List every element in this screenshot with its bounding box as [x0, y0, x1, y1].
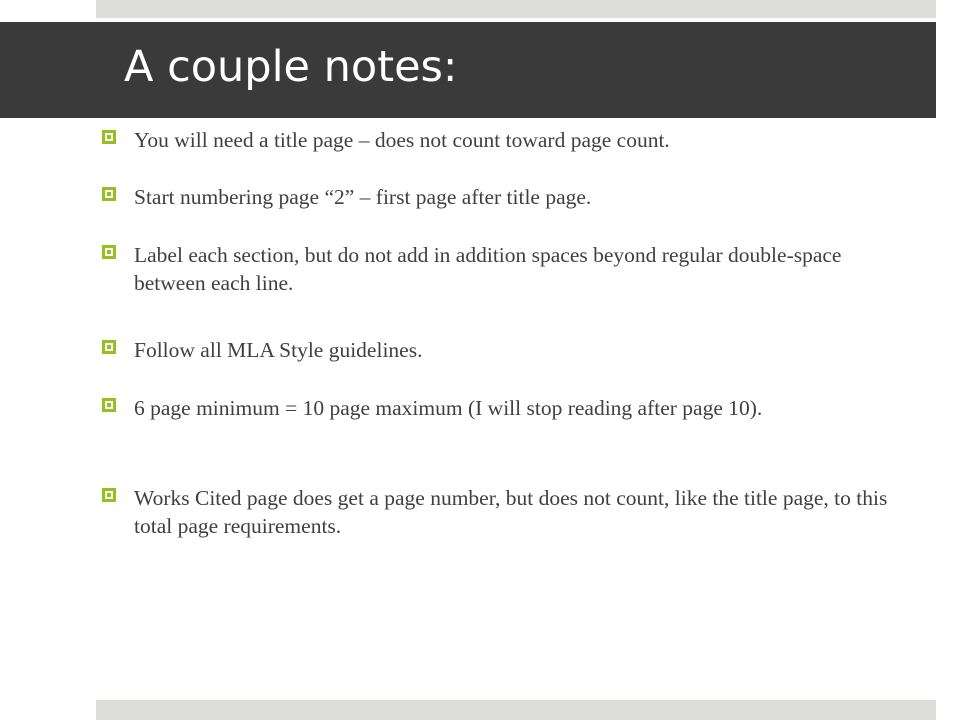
square-bullet-icon [102, 398, 116, 412]
title-band [0, 22, 936, 118]
bullet-item [102, 336, 892, 364]
bullet-text: Start numbering page “2” – first page after title page. [134, 185, 592, 209]
square-bullet-icon [102, 130, 116, 144]
bullet-text: Follow all MLA Style guidelines. [134, 338, 423, 362]
square-bullet-icon [102, 488, 116, 502]
bullet-item [102, 484, 892, 540]
square-bullet-icon [102, 340, 116, 354]
square-bullet-icon [102, 245, 116, 259]
bullet-text: You will need a title page – does not count toward page count. [134, 128, 670, 152]
bullet-item [102, 183, 892, 211]
bullet-text: 6 page minimum = 10 page maximum (I will stop reading after page 10). [134, 396, 763, 420]
bullet-item [102, 394, 892, 422]
slide-title: A couple notes: [124, 42, 458, 92]
bullet-text: Label each section, but do not add in addition spaces beyond regular double-space between each line. [134, 243, 842, 295]
square-bullet-icon [102, 187, 116, 201]
top-decor-bar [96, 0, 936, 18]
bottom-decor-bar [96, 700, 936, 720]
bullet-item [102, 241, 892, 297]
bullet-item [102, 126, 892, 154]
bullet-text: Works Cited page does get a page number, but does not count, like the title page, to this total page requirements. [134, 486, 888, 538]
